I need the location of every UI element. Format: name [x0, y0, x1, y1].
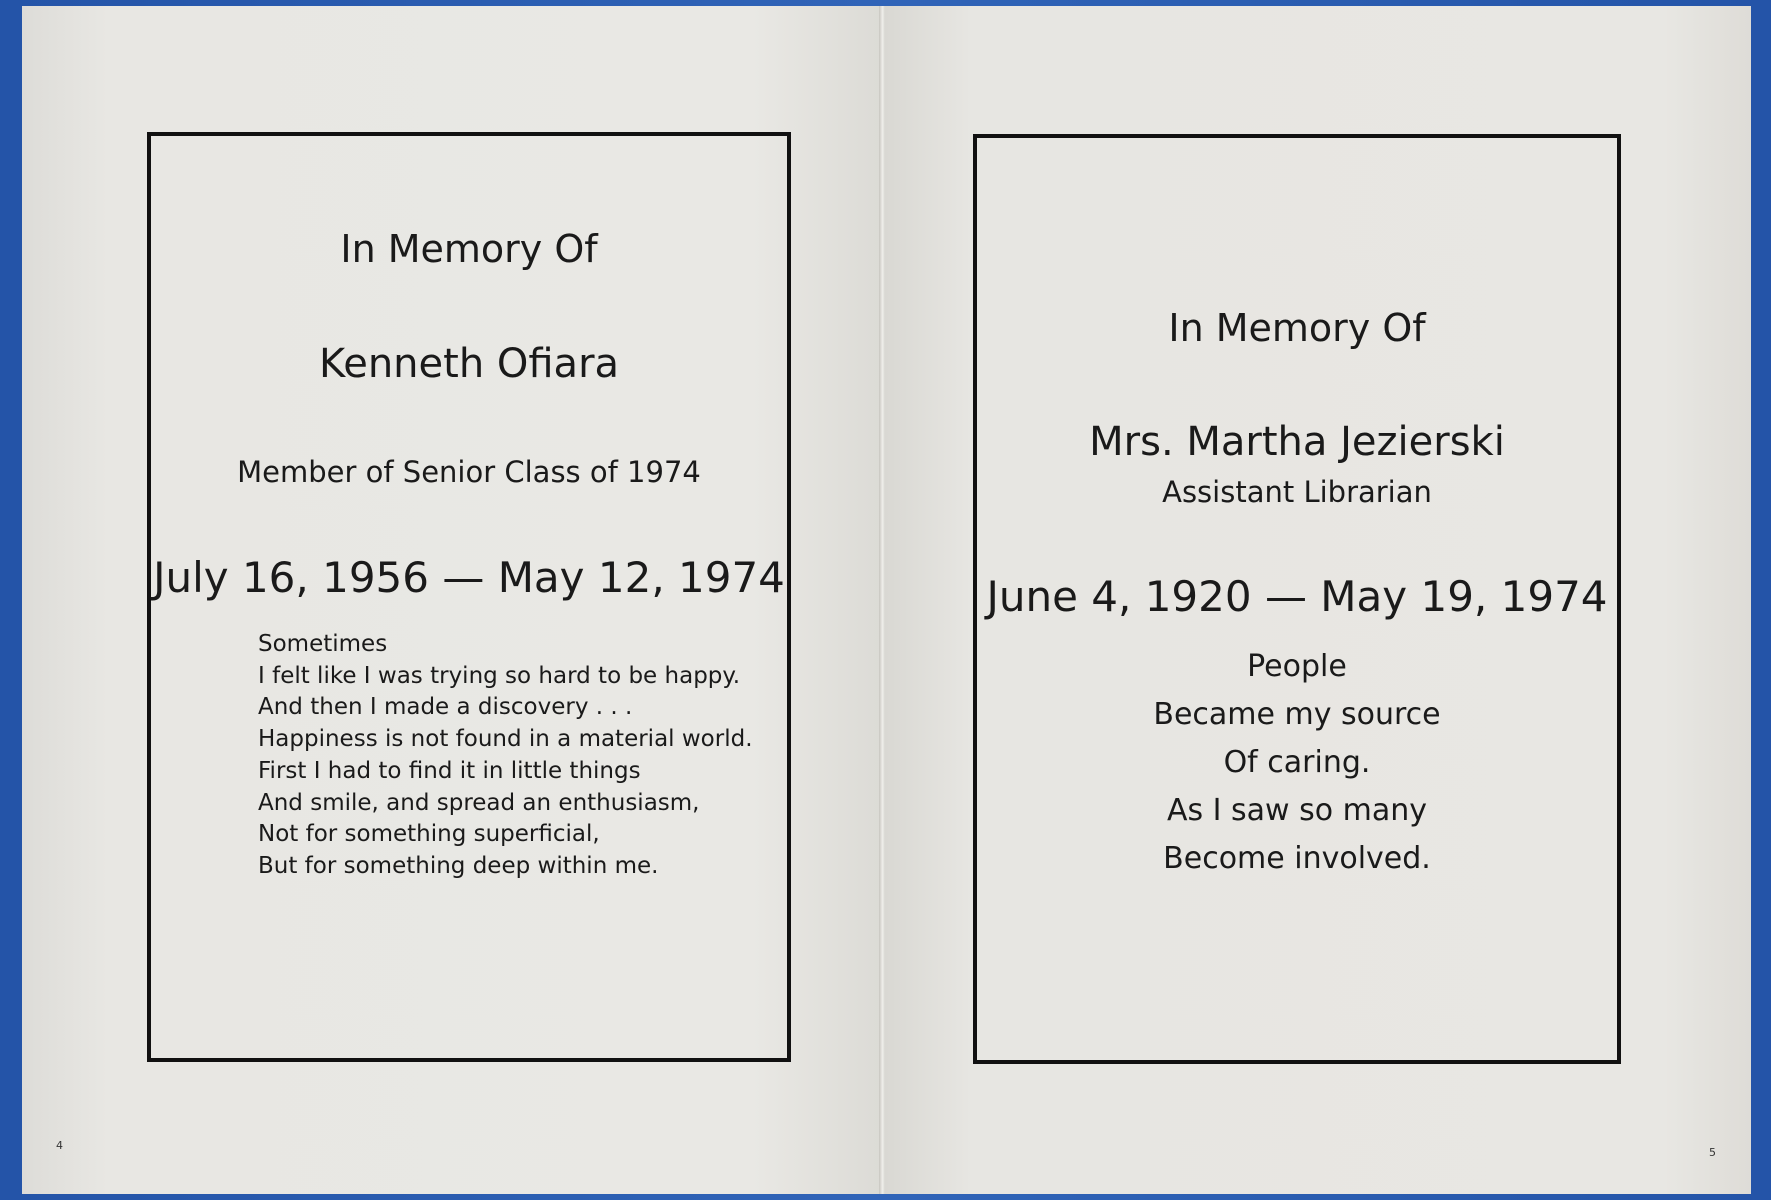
memorial-name: Mrs. Martha Jezierski	[1089, 419, 1505, 465]
poem-line: And smile, and spread an enthusiasm,	[258, 789, 700, 816]
memorial-frame-right	[973, 134, 1621, 1064]
poem-line: First I had to find it in little things	[258, 757, 641, 784]
memorial-role: Assistant Librarian	[1162, 475, 1432, 509]
memorial-subtitle: Member of Senior Class of 1974	[237, 455, 701, 489]
memorial-dates: June 4, 1920 — May 19, 1974	[986, 572, 1608, 621]
poem-line: People	[1247, 649, 1347, 684]
poem-line: But for something deep within me.	[258, 852, 659, 879]
poem-line: Of caring.	[1223, 745, 1371, 780]
right-page	[885, 6, 1751, 1194]
memorial-dates: July 16, 1956 — May 12, 1974	[153, 553, 785, 602]
memorial-poem	[977, 643, 1617, 883]
poem-line: Sometimes	[258, 631, 388, 657]
left-page	[22, 6, 881, 1194]
poem-line: I felt like I was trying so hard to be happy.	[258, 662, 741, 689]
memorial-heading: In Memory Of	[1168, 306, 1426, 350]
poem-line: Become involved.	[1163, 841, 1431, 876]
page-number: 5	[1709, 1146, 1716, 1159]
poem-line: Happiness is not found in a material world.	[258, 726, 753, 753]
memorial-name: Kenneth Ofiara	[318, 341, 620, 387]
poem-line: Became my source	[1153, 697, 1441, 732]
poem-line: Not for something superficial,	[258, 821, 600, 848]
memorial-poem	[258, 629, 753, 883]
memorial-frame-left	[147, 132, 791, 1062]
memorial-heading: In Memory Of	[340, 227, 598, 271]
page-number: 4	[56, 1139, 63, 1152]
poem-line: And then I made a discovery . . .	[258, 694, 633, 721]
poem-line: As I saw so many	[1166, 793, 1428, 828]
